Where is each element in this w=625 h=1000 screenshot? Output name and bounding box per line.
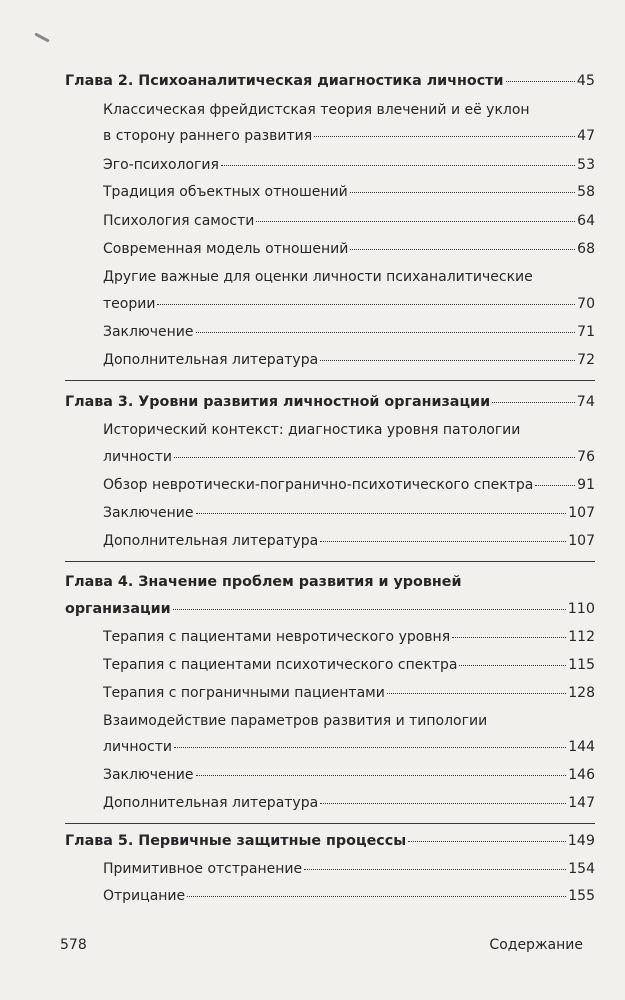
entry-title: в сторону раннего развития [103, 128, 313, 144]
page-number: 71 [577, 324, 595, 340]
page-number: 64 [577, 213, 595, 229]
toc-entry[interactable] [103, 794, 595, 812]
section-divider [65, 823, 595, 824]
chapter-title: Глава 3. Уровни развития личностной организации [65, 394, 491, 410]
dot-leader [506, 81, 575, 82]
page-number: 128 [568, 685, 595, 701]
entry-title: Дополнительная литература [103, 533, 319, 549]
entry-title: Отрицание [103, 888, 186, 904]
section-divider [65, 380, 595, 381]
toc-chapter-4-title-line[interactable]: Глава 4. Значение проблем развития и уровней [65, 574, 462, 590]
toc-entry[interactable] [103, 628, 595, 646]
footer-page-number: 578 [60, 937, 87, 953]
entry-title: Заключение [103, 324, 194, 340]
toc-chapter-2[interactable] [65, 72, 595, 90]
toc-entry[interactable] [103, 156, 595, 174]
entry-title: Терапия с пациентами невротического уровня [103, 629, 451, 645]
entry-title: Заключение [103, 767, 194, 783]
section-divider [65, 561, 595, 562]
dot-leader [314, 136, 575, 137]
toc-entry[interactable] [103, 212, 595, 230]
page-number: 112 [568, 629, 595, 645]
page-number: 58 [577, 184, 595, 200]
page-number: 74 [576, 394, 595, 410]
dot-leader [320, 541, 566, 542]
dot-leader [196, 332, 576, 333]
page-number: 70 [577, 296, 595, 312]
toc-entry[interactable] [103, 448, 595, 466]
toc-entry[interactable] [103, 738, 595, 756]
entry-title: Обзор невротически-погранично-психотического спектра [103, 477, 534, 493]
entry-title: Традиция объектных отношений [103, 184, 348, 200]
page-number: 110 [567, 601, 595, 617]
entry-title: Заключение [103, 505, 194, 521]
entry-title: Дополнительная литература [103, 352, 319, 368]
toc-chapter-3[interactable] [65, 393, 595, 411]
dot-leader [320, 803, 566, 804]
page-number: 68 [577, 241, 595, 257]
page-number: 72 [577, 352, 595, 368]
page-number: 107 [568, 533, 595, 549]
dot-leader [320, 360, 575, 361]
page-number: 53 [577, 157, 595, 173]
toc-entry[interactable] [103, 240, 595, 258]
entry-title: Примитивное отстранение [103, 861, 303, 877]
entry-title: личности [103, 449, 172, 465]
page-number: 149 [567, 833, 595, 849]
entry-title: Терапия с пациентами психотического спектра [103, 657, 458, 673]
page-number: 147 [568, 795, 595, 811]
dot-leader [304, 869, 566, 870]
toc-entry[interactable] [103, 860, 595, 878]
entry-title: Эго-психология [103, 157, 219, 173]
dot-leader [157, 304, 575, 305]
dot-leader [173, 609, 566, 610]
dot-leader [174, 457, 575, 458]
toc-entry[interactable] [103, 127, 595, 145]
toc-chapter-5[interactable] [65, 832, 595, 850]
page-number: 146 [568, 767, 595, 783]
toc-entry[interactable] [103, 532, 595, 550]
toc-entry[interactable] [103, 295, 595, 313]
toc-entry-line[interactable]: Другие важные для оценки личности психаналитические [103, 269, 533, 285]
page-number: 154 [568, 861, 595, 877]
dot-leader [387, 693, 566, 694]
dot-leader [196, 775, 567, 776]
toc-entry-line[interactable]: Классическая фрейдистская теория влечений и её уклон [103, 102, 530, 118]
entry-title: Терапия с пограничными пациентами [103, 685, 385, 701]
entry-title: Дополнительная литература [103, 795, 319, 811]
entry-title: теории [103, 296, 156, 312]
dot-leader [350, 249, 575, 250]
page-number: 144 [568, 739, 595, 755]
toc-entry[interactable] [103, 766, 595, 784]
chapter-title: Глава 2. Психоаналитическая диагностика личности [65, 73, 504, 89]
page-mark [34, 32, 50, 42]
page-number: 155 [568, 888, 595, 904]
toc-entry-line[interactable]: Исторический контекст: диагностика уровня патологии [103, 422, 521, 438]
dot-leader [174, 747, 566, 748]
dot-leader [196, 513, 567, 514]
toc-entry[interactable] [103, 476, 595, 494]
dot-leader [256, 221, 575, 222]
page-number: 115 [568, 657, 595, 673]
page-number: 76 [577, 449, 595, 465]
dot-leader [492, 402, 575, 403]
entry-title: Современная модель отношений [103, 241, 349, 257]
dot-leader [452, 637, 566, 638]
toc-chapter-4[interactable] [65, 600, 595, 618]
chapter-title: организации [65, 601, 171, 617]
entry-title: личности [103, 739, 172, 755]
page-number: 45 [576, 73, 595, 89]
dot-leader [408, 841, 566, 842]
dot-leader [459, 665, 566, 666]
page-number: 47 [577, 128, 595, 144]
toc-entry[interactable] [103, 656, 595, 674]
footer-section-title: Содержание [489, 937, 583, 953]
dot-leader [535, 485, 575, 486]
toc-entry-line[interactable]: Взаимодействие параметров развития и типологии [103, 713, 488, 729]
toc-entry[interactable] [103, 684, 595, 702]
dot-leader [350, 192, 575, 193]
toc-entry[interactable] [103, 351, 595, 369]
entry-title: Психология самости [103, 213, 255, 229]
toc-entry[interactable] [103, 887, 595, 905]
toc-entry[interactable] [103, 183, 595, 201]
toc-entry[interactable] [103, 504, 595, 522]
dot-leader [221, 165, 575, 166]
page-number: 107 [568, 505, 595, 521]
dot-leader [187, 896, 566, 897]
chapter-title: Глава 5. Первичные защитные процессы [65, 833, 407, 849]
toc-entry[interactable] [103, 323, 595, 341]
page-number: 91 [577, 477, 595, 493]
